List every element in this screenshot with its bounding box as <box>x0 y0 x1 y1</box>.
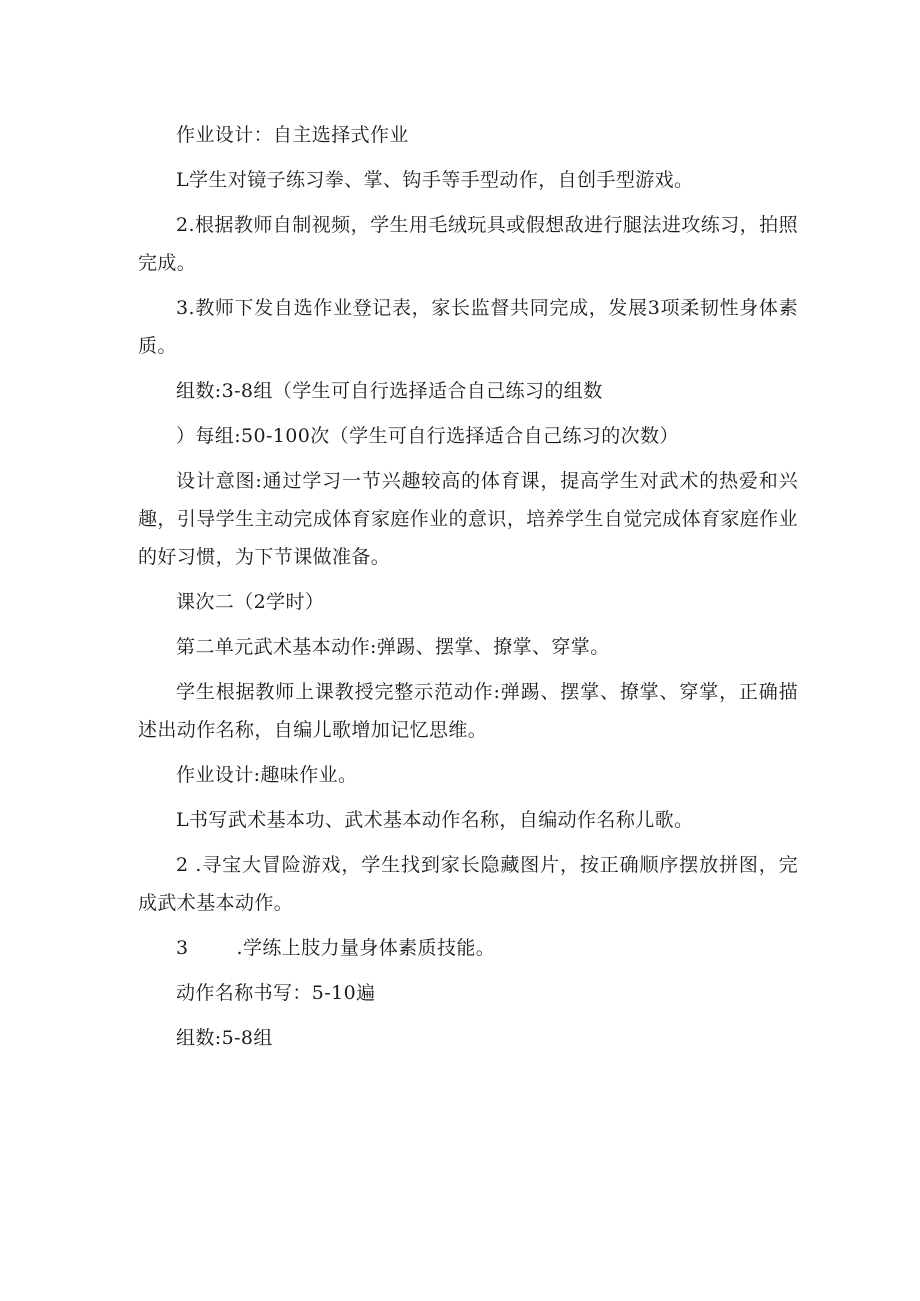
paragraph-fun-item-1: L书写武术基本功、武术基本动作名称，自编动作名称儿歌。 <box>176 809 694 831</box>
paragraph-item-3: 3.教师下发自选作业登记表，家长监督共同完成，发展3项柔韧性身体素质。 <box>138 297 798 357</box>
paragraph-item-2: 2.根据教师自制视频，学生用毛绒玩具或假想敌进行腿法进攻练习，拍照完成。 <box>138 214 798 274</box>
document-body <box>138 116 798 1057</box>
paragraph-lesson-two: 课次二（2学时） <box>176 591 325 613</box>
item-text: .学练上肢力量身体素质技能。 <box>236 937 496 959</box>
paragraph-writing-count: 动作名称书写：5-10遍 <box>176 982 376 1004</box>
paragraph-unit-two: 第二单元武术基本动作:弹踢、摆掌、撩掌、穿掌。 <box>176 636 610 658</box>
paragraph-fun-item-3 <box>138 929 798 967</box>
item-number: 3 <box>176 937 189 959</box>
paragraph-sets-count: 组数:5-8组 <box>176 1027 273 1049</box>
paragraph-reps: ）每组:50-100次（学生可自行选择适合自己练习的次数） <box>176 425 679 447</box>
paragraph-design-intent: 设计意图:通过学习一节兴趣较高的体育课，提高学生对武术的热爱和兴趣，引导学生主动完成体育家庭作业的意识，培养学生自觉完成体育家庭作业的好习惯，为下节课做准备。 <box>138 470 798 568</box>
paragraph-item-1: L学生对镜子练习拳、掌、钩手等手型动作，自创手型游戏。 <box>176 169 694 191</box>
paragraph-student-practice: 学生根据教师上课教授完整示范动作:弹踢、摆掌、撩掌、穿掌，正确描述出动作名称，自编儿歌增加记忆思维。 <box>138 681 798 741</box>
paragraph-fun-item-2: 2 .寻宝大冒险游戏，学生找到家长隐藏图片，按正确顺序摆放拼图，完成武术基本动作。 <box>138 854 798 914</box>
paragraph-homework-design-1: 作业设计：自主选择式作业 <box>176 124 409 146</box>
paragraph-homework-design-2: 作业设计:趣味作业。 <box>176 764 358 786</box>
paragraph-sets: 组数:3-8组（学生可自行选择适合自己练习的组数 <box>176 380 603 402</box>
